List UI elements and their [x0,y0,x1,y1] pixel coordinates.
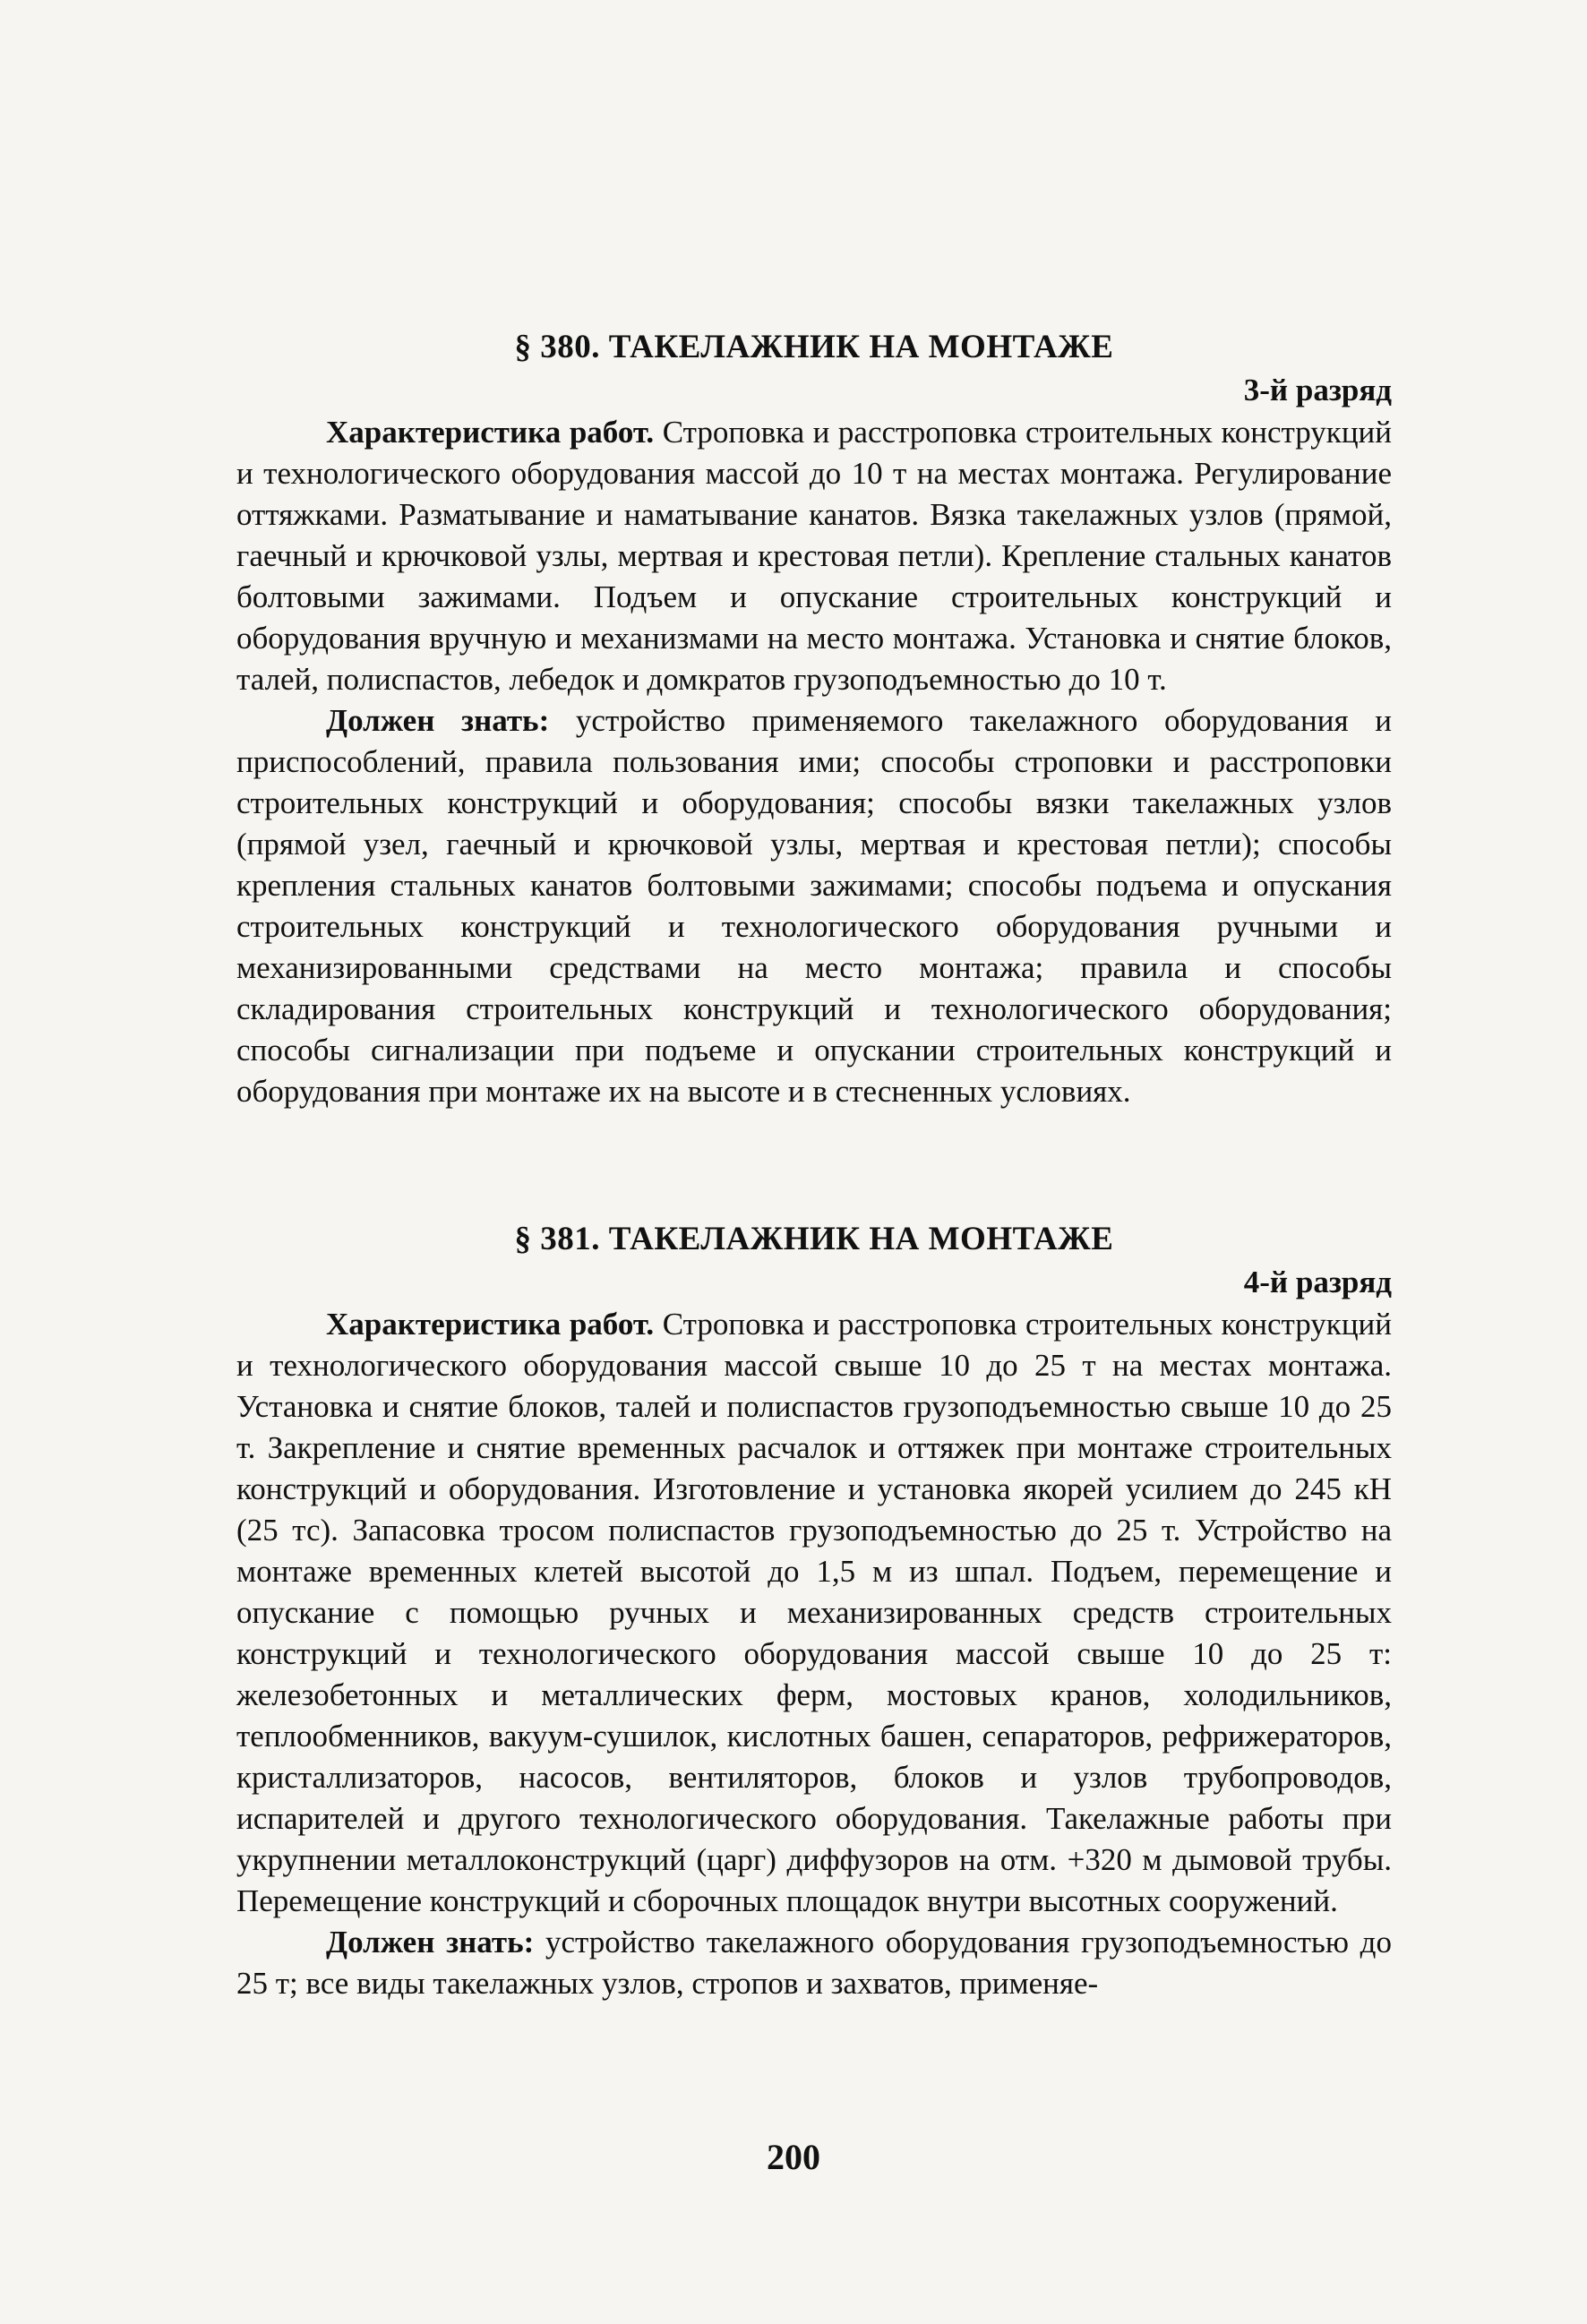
section-380 [236,326,1392,1112]
page-number: 200 [767,2137,820,2177]
characteristics-text: Строповка и расстроповка строительных конструкций и технологического оборудования массой свыше 10 до 25 т на местах монтажа. Установка и снятие блоков, талей и полиспастов грузоподъемностью свыше 10 до 25 т. Закрепление и снятие временных расчалок и оттяжек при монтаже строительных конструкций и оборудования. Изготовление и установка якорей усилием до 245 кН (25 тс). Запасовка тросом полиспастов грузоподъемностью до 25 т. Устройство на монтаже временных клетей высотой до 1,5 м из шпал. Подъем, перемещение и опускание с помощью ручных и механизированных средств строительных конструкций и технологического оборудования массой свыше 10 до 25 т: железобетонных и металлических ферм, мостовых кранов, холодильников, теплообменников, вакуум-сушилок, кислотных башен, сепараторов, рефрижераторов, кристаллизаторов, насосов, вентиляторов, блоков и узлов трубопроводов, испарителей и другого технологического оборудования. Такелажные работы при укрупнении металлоконструкций (царг) диффузоров на отм. +320 м дымовой трубы. Перемещение конструкций и сборочных площадок внутри высотных сооружений. [236,1307,1393,1918]
must-know-paragraph [236,700,1392,1112]
must-know-label: Должен знать: [326,1925,535,1960]
characteristics-label: Характеристика работ. [326,1307,655,1342]
grade-label: 3-й разряд [1243,373,1392,407]
work-characteristics-paragraph [236,1304,1392,1922]
must-know-paragraph [236,1922,1392,2004]
grade-label: 4-й разряд [1243,1265,1392,1299]
characteristics-label: Характеристика работ. [326,415,655,450]
must-know-label: Должен знать: [326,703,550,738]
section-381 [236,1218,1392,2004]
must-know-text: устройство применяемого такелажного оборудования и приспособлений, правила пользования ими; способы строповки и расстроповки строительных конструкций и оборудования; способы вязки такелажных узлов (прямой узел, гаечный и крючковой узлы, мертвая и крестовая петли); способы крепления стальных канатов болтовыми зажимами; способы подъема и опускания строительных конструкций и технологического оборудования ручными и механизированными средствами на место монтажа; правила и способы складирования строительных конструкций и технологического оборудования; способы сигнализации при подъеме и опускании строительных конструкций и оборудования при монтаже их на высоте и в стесненных условиях. [236,703,1392,1109]
must-know-text: устройство такелажного оборудования грузоподъемностью до 25 т; все виды такелажных узлов, стропов и захватов, применяе- [236,1925,1392,2001]
characteristics-text: Строповка и расстроповка строительных конструкций и технологического оборудования массой до 10 т на местах монтажа. Регулирование оттяжками. Разматывание и наматывание канатов. Вязка такелажных узлов (прямой, гаечный и крючковой узлы, мертвая и крестовая петли). Крепление стальных канатов болтовыми зажимами. Подъем и опускание строительных конструкций и оборудования вручную и механизмами на место монтажа. Установка и снятие блоков, талей, полиспастов, лебедок и домкратов грузоподъемностью до 10 т. [236,415,1393,697]
section-title: § 381. ТАКЕЛАЖНИК НА МОНТАЖЕ [514,1221,1114,1257]
work-characteristics-paragraph [236,412,1392,700]
section-title: § 380. ТАКЕЛАЖНИК НА МОНТАЖЕ [514,329,1114,365]
